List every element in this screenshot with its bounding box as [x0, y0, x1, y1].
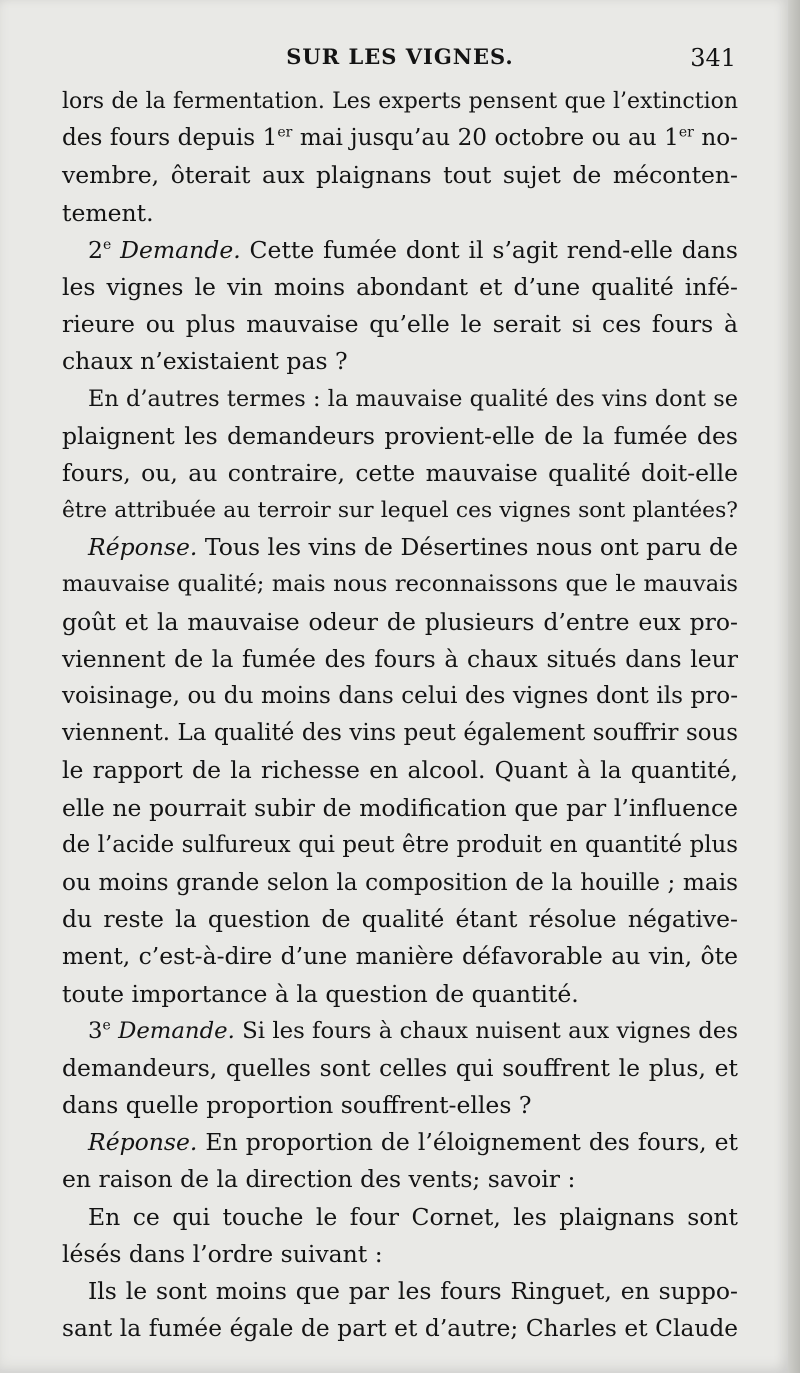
line-text: ou moins grande selon la composition de la houille ; mais [62, 868, 738, 896]
text-line [62, 195, 738, 232]
line-text: être attribuée au terroir sur lequel ces vignes sont plantées? [62, 498, 738, 524]
text-line [62, 418, 738, 455]
text-line [62, 343, 738, 380]
paragraph-number: 2 [88, 235, 103, 264]
page-edge [788, 0, 800, 1373]
line-text: lésés dans l’ordre suivant : [62, 1239, 383, 1268]
line-text: viennent de la fumée des fours à chaux situés dans leur [62, 644, 738, 673]
italic-label: Demande. [110, 1017, 235, 1044]
text-line [62, 269, 738, 306]
line-text: de l’acide sulfureux qui peut être produit en quantité plus [62, 831, 738, 858]
text-line [62, 1013, 738, 1050]
line-text: viennent. La qualité des vins peut également souffrir sous [62, 720, 738, 747]
text-line [62, 381, 738, 418]
superscript: e [102, 236, 112, 253]
text-line [62, 1087, 738, 1124]
superscript: er [277, 124, 293, 141]
line-text: En proportion de l’éloignement des fours, et [197, 1128, 738, 1157]
line-text: Ils le sont moins que par les fours Ringuet, en suppo- [88, 1277, 738, 1305]
line-text: En ce qui touche le four Cornet, les plaignans sont [88, 1202, 738, 1231]
text-line [62, 455, 738, 492]
text-line [62, 752, 738, 789]
text-line [62, 901, 738, 938]
line-text: du reste la question de qualité étant résolue négative- [62, 905, 738, 934]
text-line [62, 864, 738, 901]
line-text: dans quelle proportion souffrent-elles ? [62, 1091, 532, 1120]
line-text: Tous les vins de Désertines nous ont paru de [197, 533, 738, 562]
line-text: Cette fumée dont il s’agit rend-elle dans [240, 235, 738, 264]
line-text: le rapport de la richesse en alcool. Quant à la quantité, [62, 756, 738, 785]
line-text: lors de la fermentation. Les experts pensent que l’extinction [62, 89, 738, 114]
text-line [62, 492, 738, 529]
line-text: les vignes le vin moins abondant et d’une qualité infé- [62, 272, 738, 301]
line-text: En d’autres termes : la mauvaise qualité des vins dont se [88, 385, 738, 412]
line-text: rieure ou plus mauvaise qu’elle le serait si ces fours à [62, 310, 738, 339]
line-text: des fours depuis 1 [62, 125, 278, 152]
line-text: no- [693, 125, 738, 152]
line-text: fours, ou, au contraire, cette mauvaise qualité doit-elle [62, 458, 738, 487]
text-line [62, 120, 738, 157]
line-text: chaux n’existaient pas ? [62, 347, 348, 376]
text-line [62, 83, 738, 120]
text-line [62, 678, 738, 715]
text-line [62, 1124, 738, 1161]
text-line [62, 1050, 738, 1087]
line-text: en raison de la direction des vents; savoir : [62, 1165, 576, 1194]
running-head [62, 38, 738, 78]
line-text: voisinage, ou du moins dans celui des vignes dont ils pro- [62, 683, 738, 709]
line-text: mauvaise qualité; mais nous reconnaissons que le mauvais [62, 571, 738, 598]
line-text: vembre, ôterait aux plaignans tout sujet de méconten- [62, 161, 738, 190]
text-line [62, 157, 738, 194]
line-text: plaignent les demandeurs provient-elle de la fumée des [62, 421, 738, 450]
superscript: e [102, 1017, 111, 1034]
line-text: Si les fours à chaux nuisent aux vignes des [234, 1017, 738, 1044]
text-line [62, 1310, 738, 1347]
text-line [62, 529, 738, 566]
text-line [62, 1273, 738, 1310]
text-line [62, 715, 738, 752]
italic-label: Demande. [111, 235, 241, 264]
text-line [62, 232, 738, 269]
italic-label: Réponse. [88, 1128, 198, 1157]
line-text: goût et la mauvaise odeur de plusieurs d’entre eux pro- [62, 607, 738, 636]
text-line [62, 306, 738, 343]
line-text: elle ne pourrait subir de modification que par l’influence [62, 793, 738, 822]
text-line [62, 790, 738, 827]
page-number: 341 [690, 44, 736, 72]
line-text: mai jusqu’au 20 octobre ou au 1 [292, 125, 679, 152]
line-text: toute importance à la question de quantité. [62, 979, 579, 1008]
line-text: demandeurs, quelles sont celles qui souffrent le plus, et [62, 1053, 738, 1082]
text-line [62, 1236, 738, 1273]
text-line [62, 1161, 738, 1198]
text-line [62, 641, 738, 678]
text-line [62, 566, 738, 603]
text-line [62, 938, 738, 975]
text-line [62, 827, 738, 864]
text-line [62, 976, 738, 1013]
text-line [62, 604, 738, 641]
text-line [62, 1199, 738, 1236]
italic-label: Réponse. [88, 533, 198, 562]
line-text: sant la fumée égale de part et d’autre; Charles et Claude [62, 1315, 738, 1343]
line-text: ment, c’est-à-dire d’une manière défavorable au vin, ôte [62, 942, 738, 971]
line-text: tement. [62, 198, 154, 227]
body-text [62, 83, 738, 1347]
paragraph-number: 3 [88, 1017, 103, 1044]
running-title: SUR LES VIGNES. [286, 44, 514, 69]
superscript: er [678, 124, 694, 141]
